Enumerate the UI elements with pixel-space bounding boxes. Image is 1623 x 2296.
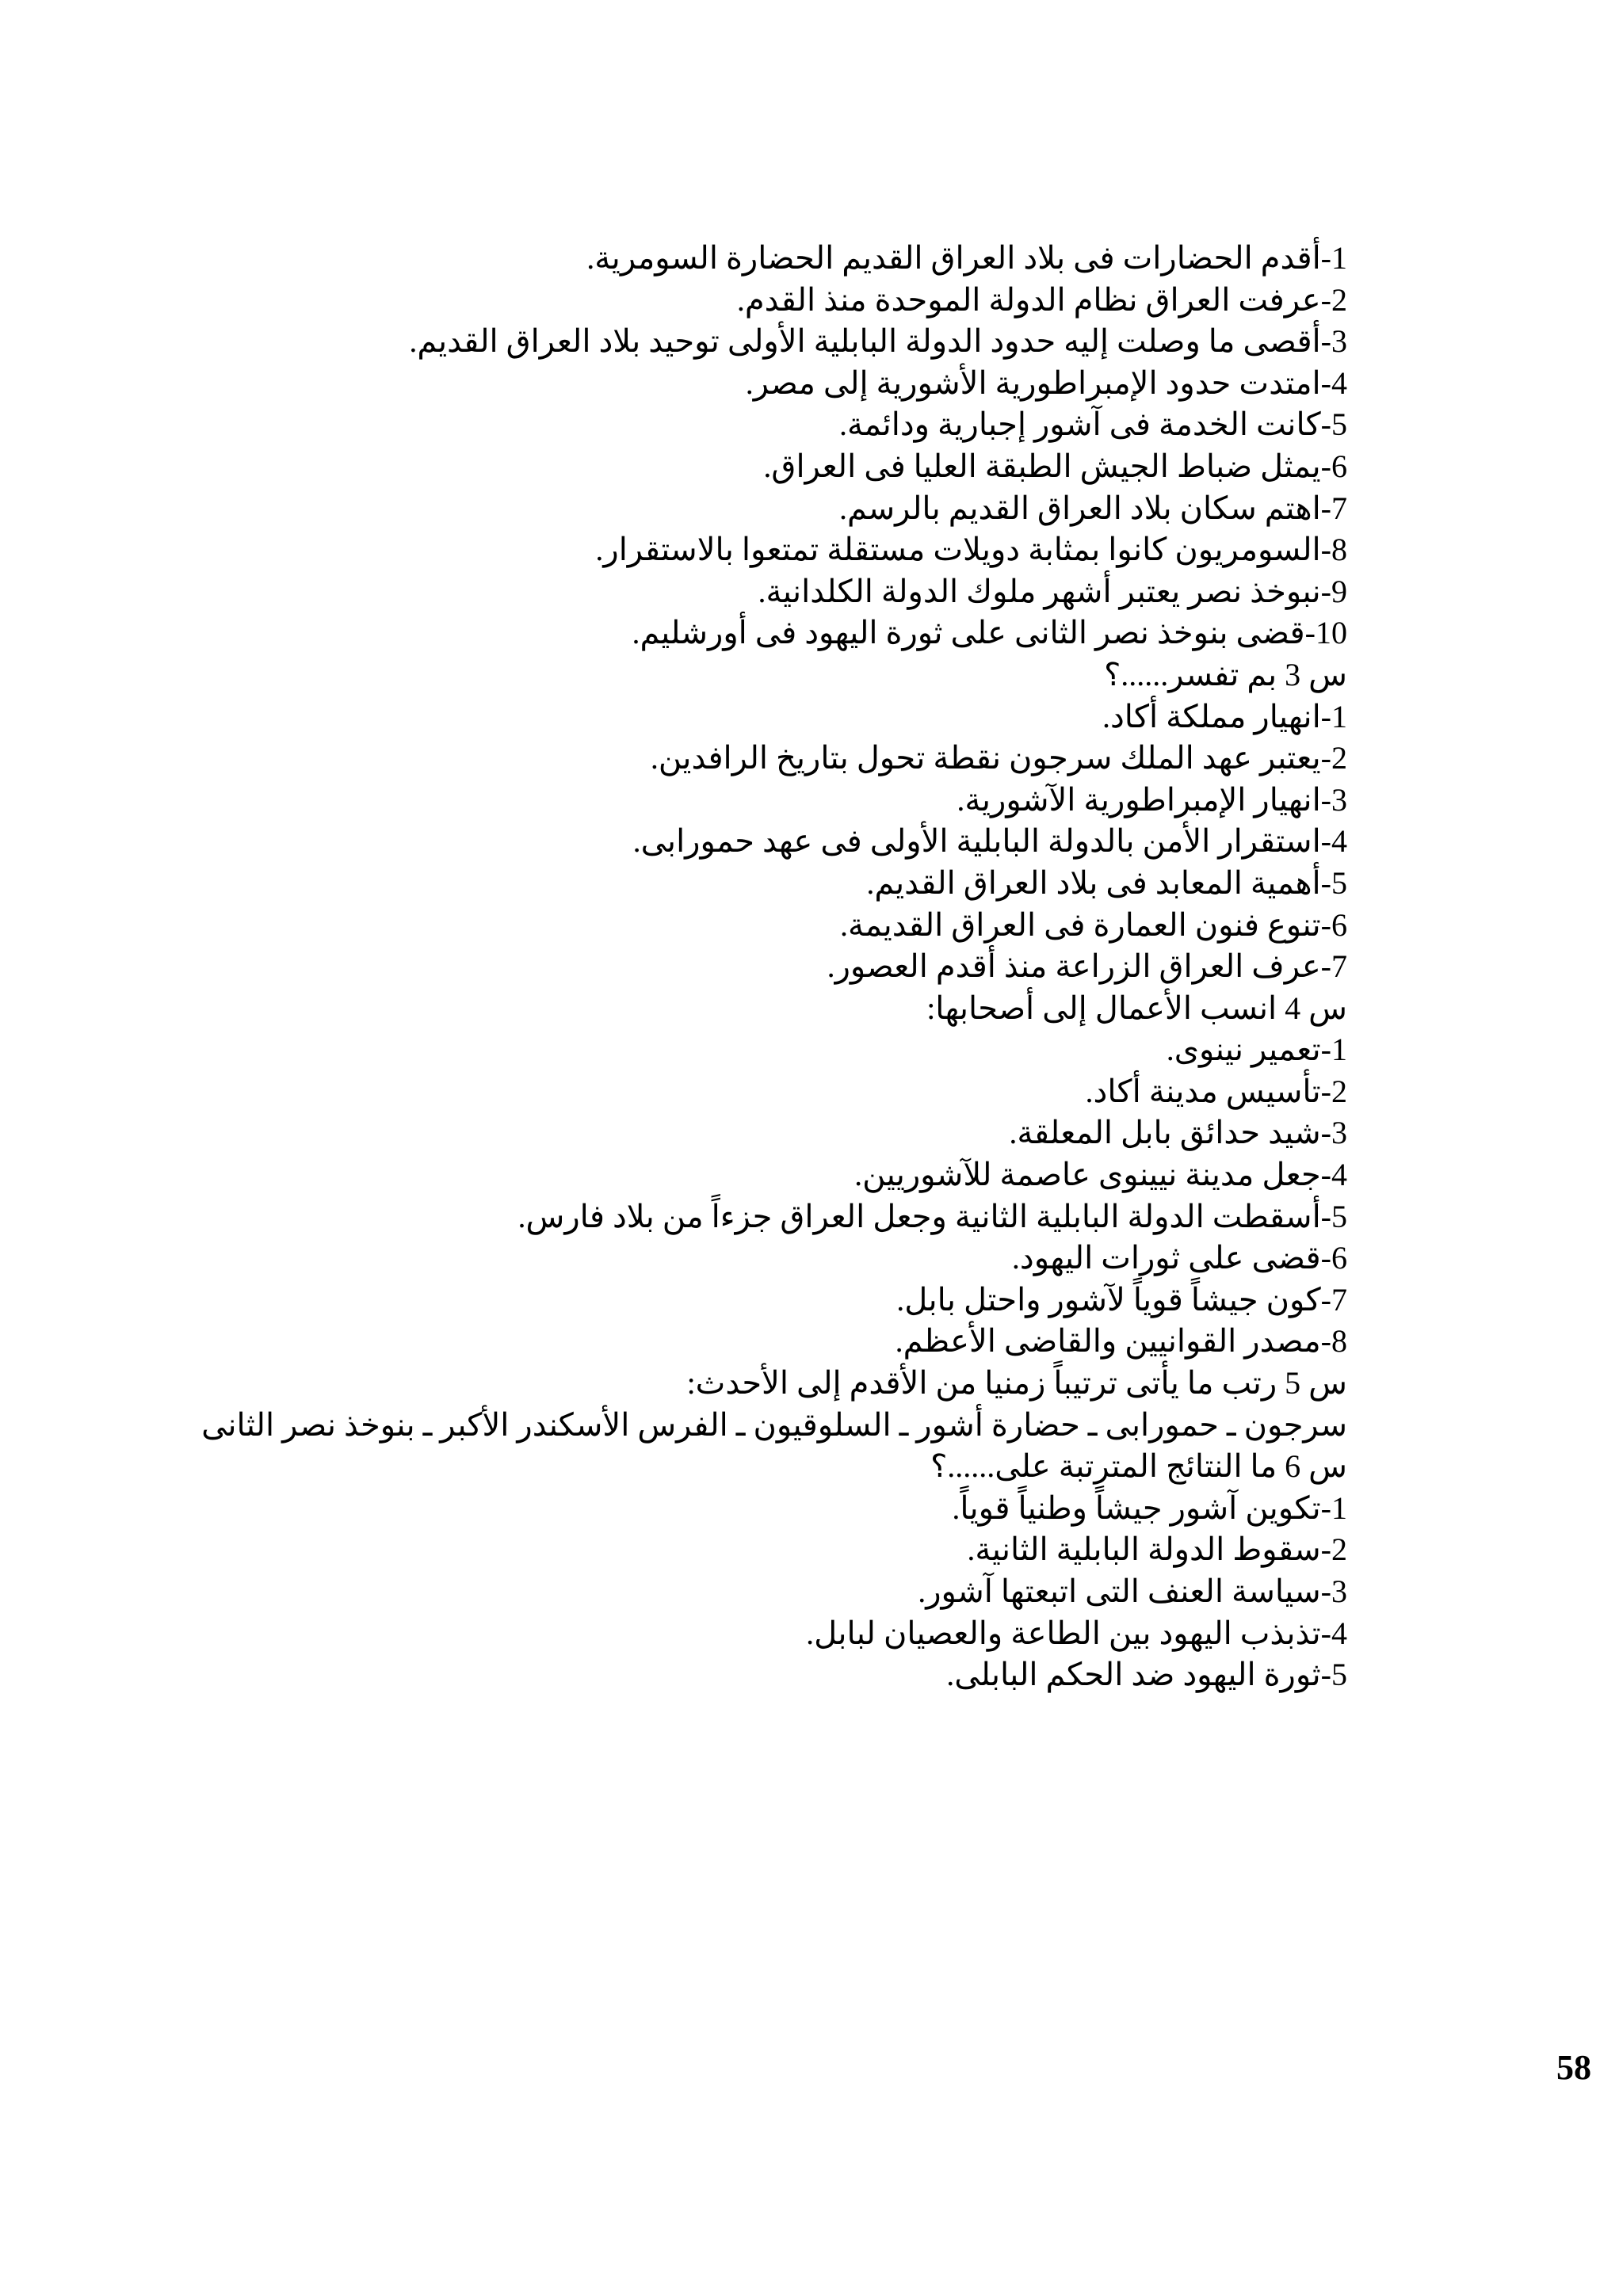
question-4-item: 6-قضى على ثورات اليهود. [1011,1240,1347,1276]
statement-line: 5-كانت الخدمة فى آشور إجبارية ودائمة. [839,406,1347,443]
statement-line: 8-السومريون كانوا بمثابة دويلات مستقلة تمتعوا بالاستقرار. [595,532,1347,568]
statement-line: 4-امتدت حدود الإمبراطورية الأشورية إلى مصر. [745,364,1347,401]
question-5-title: س 5 رتب ما يأتى ترتيباً زمنيا من الأقدم إلى الأحدث: [686,1365,1347,1402]
question-6-item: 2-سقوط الدولة البابلية الثانية. [967,1531,1347,1568]
question-5-body: سرجون ـ حمورابى ـ حضارة أشور ـ السلوقيون ـ الفرس الأسكندر الأكبر ـ بنوخذ نصر الثانى [201,1406,1347,1443]
question-4 [269,988,1347,1363]
statement-line: 10-قضى بنوخذ نصر الثانى على ثورة اليهود فى أورشليم. [632,615,1347,651]
question-6-item: 4-تذبذب اليهود بين الطاعة والعصيان لبابل. [806,1615,1347,1651]
question-3-item: 2-يعتبر عهد الملك سرجون نقطة تحول بتاريخ الرافدين. [650,740,1347,776]
question-5 [201,1363,1347,1446]
question-3-item: 7-عرف العراق الزراعة منذ أقدم العصور. [827,948,1347,985]
question-3 [269,654,1347,988]
question-6-title: س 6 ما النتائج المترتبة على......؟ [930,1448,1347,1485]
question-3-item: 5-أهمية المعابد فى بلاد العراق القديم. [866,864,1347,901]
page-number: 58 [1556,2048,1591,2087]
question-3-item: 1-انهيار مملكة أكاد. [1102,698,1347,734]
question-3-item: 6-تنوع فنون العمارة فى العراق القديمة. [840,906,1347,943]
question-3-title: س 3 بم تفسر......؟ [1104,656,1347,692]
question-4-item: 3-شيد حدائق بابل المعلقة. [1009,1115,1347,1151]
statement-line: 7-اهتم سكان بلاد العراق القديم بالرسم. [838,490,1347,526]
statement-line: 3-أقصى ما وصلت إليه حدود الدولة البابلية الأولى توحيد بلاد العراق القديم. [409,323,1347,360]
question-4-title: س 4 انسب الأعمال إلى أصحابها: [926,990,1347,1026]
question-6-item: 1-تكوين آشور جيشاً وطنياً قوياً. [952,1489,1347,1526]
statements-list [269,238,1347,654]
question-4-item: 5-أسقطت الدولة البابلية الثانية وجعل العراق جزءاً من بلاد فارس. [517,1198,1347,1234]
question-4-item: 7-كون جيشاً قوياً لآشور واحتل بابل. [896,1281,1347,1318]
question-6-item: 5-ثورة اليهود ضد الحكم البابلى. [946,1657,1347,1693]
statement-line: 1-أقدم الحضارات فى بلاد العراق القديم الحضارة السومرية. [586,240,1347,276]
question-4-item: 4-جعل مدينة نيينوى عاصمة للآشوريين. [854,1157,1347,1193]
question-3-item: 4-استقرار الأمن بالدولة البابلية الأولى فى عهد حمورابى. [632,823,1347,860]
page-body [201,238,1347,1696]
question-6-item: 3-سياسة العنف التى اتبعتها آشور. [918,1573,1347,1609]
question-6 [269,1446,1347,1696]
question-4-item: 8-مصدر القوانيين والقاضى الأعظم. [895,1323,1347,1360]
statement-line: 6-يمثل ضباط الجيش الطبقة العليا فى العراق. [763,448,1347,484]
statement-line: 2-عرفت العراق نظام الدولة الموحدة منذ القدم. [736,281,1347,318]
statement-line: 9-نبوخذ نصر يعتبر أشهر ملوك الدولة الكلدانية. [758,573,1347,609]
question-3-item: 3-انهيار الإمبراطورية الآشورية. [957,781,1347,818]
question-4-item: 1-تعمير نينوى. [1166,1032,1347,1068]
question-4-item: 2-تأسيس مدينة أكاد. [1085,1073,1347,1109]
